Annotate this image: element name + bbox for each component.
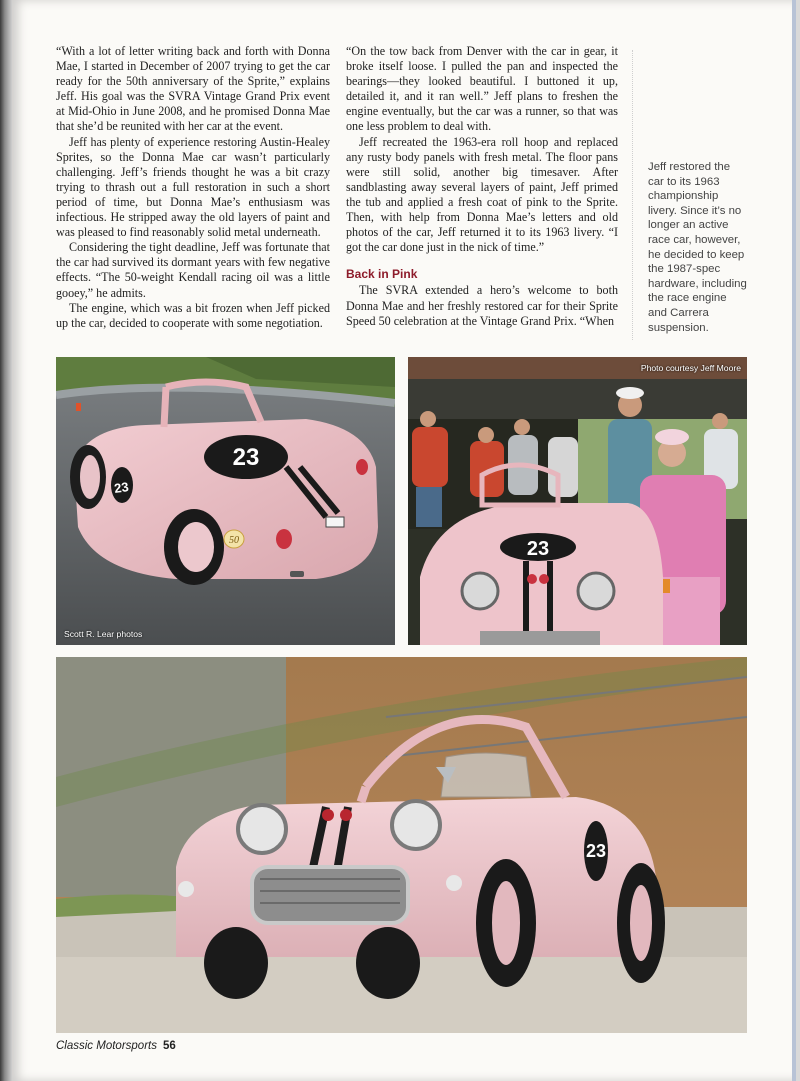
car-number-side: 23 — [113, 479, 130, 496]
photo-owners-with-car — [408, 357, 747, 645]
car-front-illustration — [56, 657, 747, 1033]
paragraph: The engine, which was a bit frozen when Jeff picked up the car, decided to cooperate with some negotiation. — [56, 300, 330, 330]
car-rear-illustration — [56, 357, 395, 645]
car-number-door: 23 — [585, 841, 607, 861]
page-binding-shadow — [0, 0, 12, 1081]
anniversary-badge: 50 — [229, 535, 239, 546]
car-number-rear: 23 — [232, 444, 260, 471]
photo-car-rear-track — [56, 357, 395, 645]
paragraph: “On the tow back from Denver with the car in gear, it broke itself loose. I pulled the pan and inspected the bearings—they looked beautiful. I buttoned it up, detailed it, and it ran well.” Jeff plans to freshen the engine eventually, but the car was a runner, so that was one less problem to deal with. — [346, 44, 618, 134]
car-number-front: 23 — [526, 538, 550, 560]
article-column-1 — [56, 44, 330, 331]
page-number: 56 — [162, 1040, 176, 1052]
photo-car-front — [56, 657, 747, 1033]
paragraph: Jeff recreated the 1963-era roll hoop and replaced any rusty body panels with fresh metal. The floor pans were still solid, another big timesaver. After sandblasting away several layers of paint, Jeff primed the tub and applied a fresh coat of pink to the Sprite. Then, with help from Donna Mae’s letters and old photos of the car, Jeff returned it to its 1963 livery. “I got the car done just in the nick of time.” — [346, 134, 618, 255]
page-footer — [56, 1040, 176, 1052]
photo-credit: Photo courtesy Jeff Moore — [640, 363, 741, 373]
magazine-name: Classic Motorsports — [56, 1040, 157, 1052]
paragraph: Considering the tight deadline, Jeff was fortunate that the car had survived its dormant years with few negative effects. “The 50-weight Kendall racing oil was a little gooey,” he admits. — [56, 240, 330, 300]
photo-credit: Scott R. Lear photos — [64, 629, 143, 639]
sidebar-caption: Jeff restored the car to its 1963 championship livery. Since it’s no longer an active race car, however, he decided to keep the 1987-spec hardware, including the race engine and Carrera suspension. — [648, 161, 747, 334]
owners-illustration — [408, 357, 747, 645]
sidebar-divider — [632, 50, 634, 340]
article-column-2 — [346, 44, 618, 329]
paragraph: “With a lot of letter writing back and forth with Donna Mae, I started in December of 2007 trying to get the car ready for the 50th anniversary of the Sprite,” explains Jeff. His goal was the SVRA Vintage Grand Prix event at Mid-Ohio in June 2008, and he promised Donna Mae that she’d be reunited with her car at the event. — [56, 44, 330, 134]
section-subhead: Back in Pink — [346, 267, 418, 282]
paragraph: Jeff has plenty of experience restoring Austin-Healey Sprites, so the Donna Mae car wasn’t particularly challenging. Jeff’s friends thought he was a bit crazy trying to thrash out a full restoration in such a short period of time, but Donna Mae’s enthusiasm was infectious. He stripped away the old layers of paint and was pleased to find reasonably solid metal underneath. — [56, 134, 330, 240]
paragraph: The SVRA extended a hero’s welcome to both Donna Mae and her freshly restored car for their Sprite Speed 50 celebration at the Vintage Grand Prix. “When — [346, 283, 618, 328]
page-edge — [792, 0, 796, 1081]
